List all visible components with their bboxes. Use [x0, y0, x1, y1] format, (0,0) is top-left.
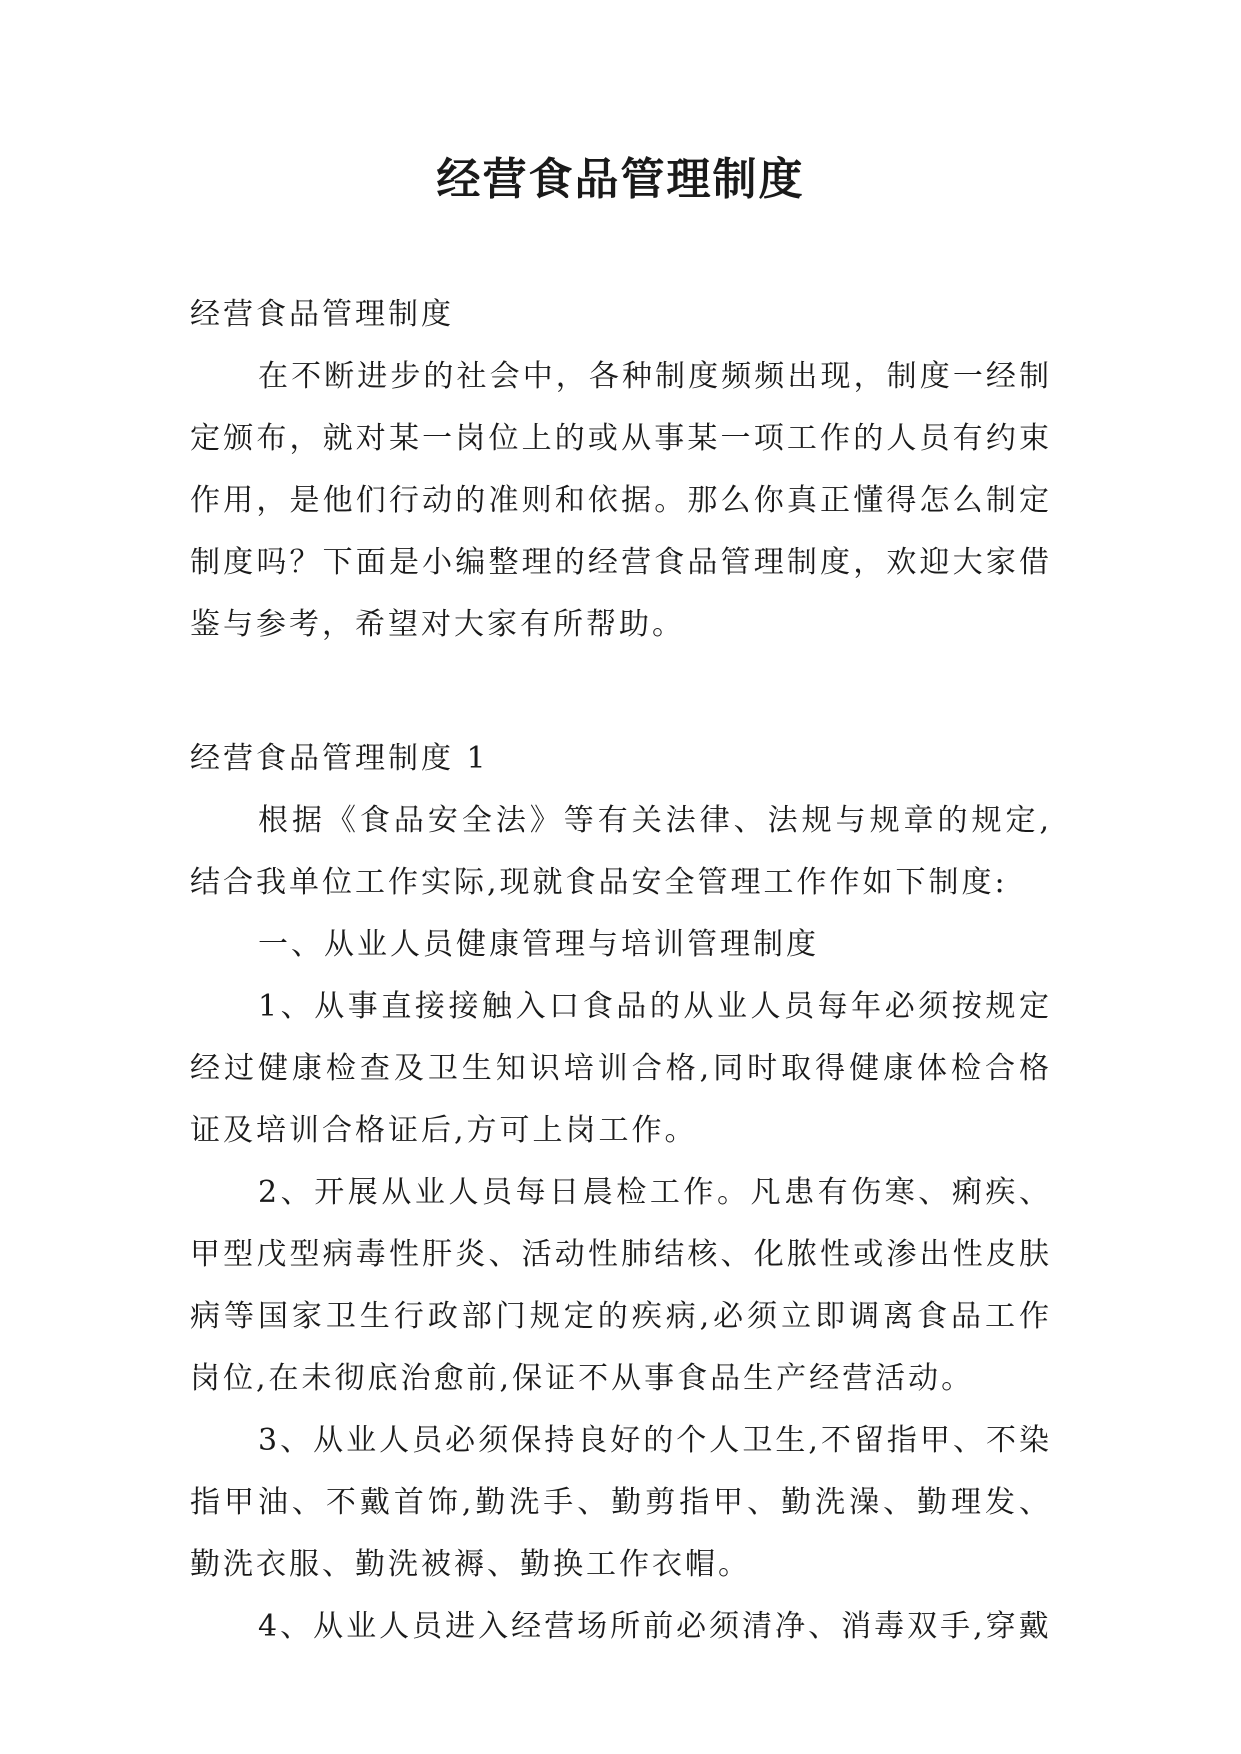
body-paragraph: 2、开展从业人员每日晨检工作。凡患有伤寒、痢疾、甲型戊型病毒性肝炎、活动性肺结核、化脓性或渗出性皮肤病等国家卫生行政部门规定的疾病,必须立即调离食品工作岗位,在未彻底治愈前,保证不从事食品生产经营活动。 — [190, 1175, 1052, 1396]
section-heading: 经营食品管理制度 1 — [190, 741, 489, 776]
paragraph-gap — [190, 656, 1052, 728]
subsection-heading: 一、从业人员健康管理与培训管理制度 — [258, 927, 819, 962]
document-title: 经营食品管理制度 — [436, 154, 805, 205]
document-body — [190, 284, 1052, 1658]
subtitle: 经营食品管理制度 — [190, 297, 454, 332]
body-paragraph: 4、从业人员进入经营场所前必须清净、消毒双手,穿戴 — [258, 1609, 1052, 1644]
body-paragraph: 根据《食品安全法》等有关法律、法规与规章的规定,结合我单位工作实际,现就食品安全管理工作作如下制度: — [190, 803, 1052, 900]
intro-paragraph: 在不断进步的社会中，各种制度频频出现，制度一经制定颁布，就对某一岗位上的或从事某一项工作的人员有约束作用，是他们行动的准则和依据。那么你真正懂得怎么制定制度吗？下面是小编整理的经营食品管理制度，欢迎大家借鉴与参考，希望对大家有所帮助。 — [190, 359, 1052, 642]
body-paragraph: 3、从业人员必须保持良好的个人卫生,不留指甲、不染指甲油、不戴首饰,勤洗手、勤剪指甲、勤洗澡、勤理发、勤洗衣服、勤洗被褥、勤换工作衣帽。 — [190, 1423, 1052, 1582]
body-paragraph: 1、从事直接接触入口食品的从业人员每年必须按规定经过健康检查及卫生知识培训合格,同时取得健康体检合格证及培训合格证后,方可上岗工作。 — [190, 989, 1052, 1148]
